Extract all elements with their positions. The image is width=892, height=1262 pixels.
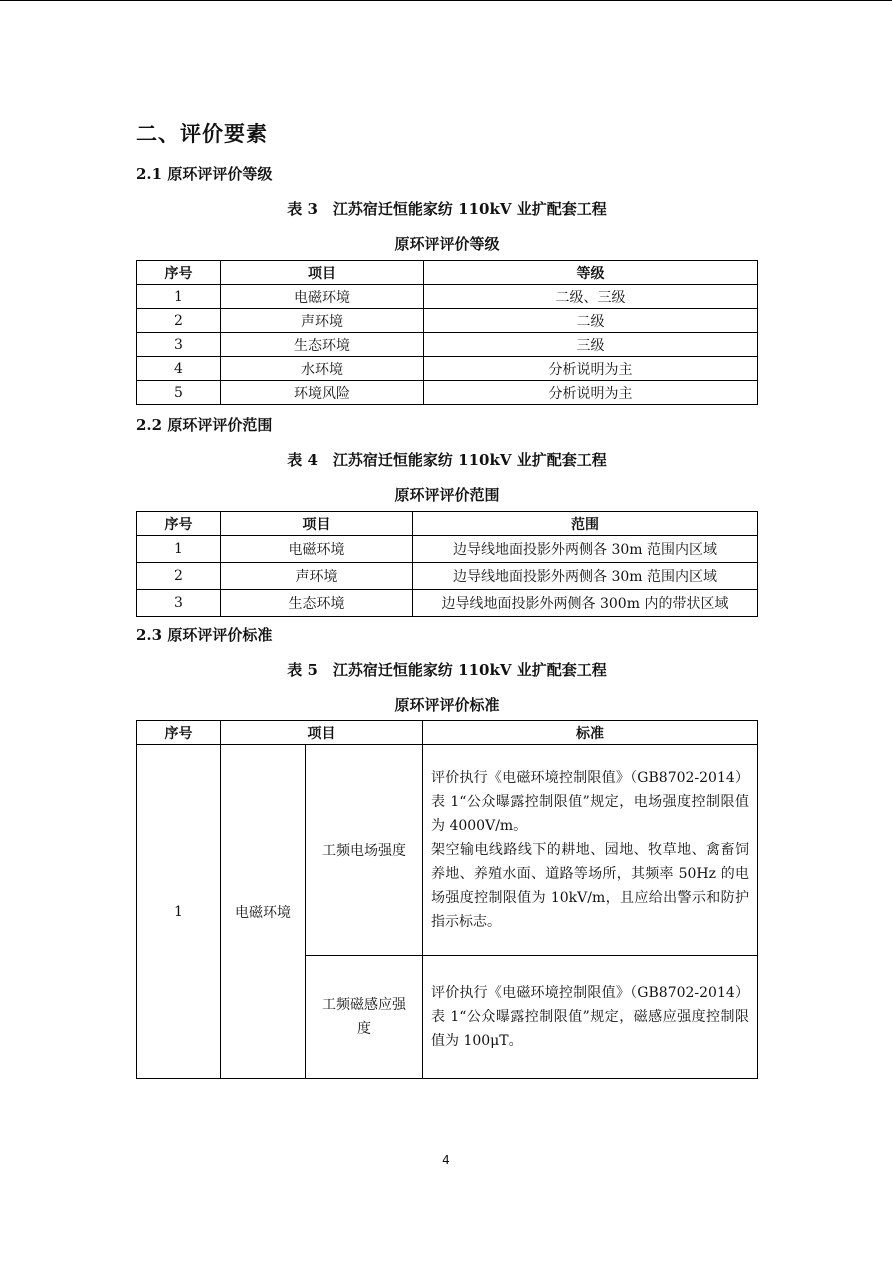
table-header-row [137, 512, 758, 536]
table-row [137, 590, 758, 617]
header-cell: 标准 [423, 721, 758, 745]
grade-cell: 二级 [424, 309, 758, 333]
page-number: 4 [442, 1153, 450, 1167]
row-number: 3 [137, 333, 221, 357]
table-row [137, 381, 758, 405]
standard-text-electric-field [423, 745, 758, 956]
row-number: 2 [137, 563, 221, 590]
header-cell: 项目 [221, 512, 413, 536]
grade-cell: 三级 [424, 333, 758, 357]
top-border-line [0, 0, 892, 1]
table-row [137, 536, 758, 563]
item-cell: 电磁环境 [221, 285, 424, 309]
grade-table [136, 260, 758, 405]
standard-table [136, 720, 758, 1079]
header-cell: 范围 [413, 512, 758, 536]
standard-paragraph: 评价执行《电磁环境控制限值》（GB8702-2014）表 1“公众曝露控制限值”规定，磁感应强度控制限值为 100μT。 [431, 985, 749, 1049]
header-cell: 序号 [137, 721, 221, 745]
item-cell: 生态环境 [221, 590, 413, 617]
header-cell: 项目 [221, 721, 423, 745]
standard-text-magnetic-field [423, 956, 758, 1079]
item-cell: 声环境 [221, 563, 413, 590]
scope-table [136, 511, 758, 617]
header-cell: 等级 [424, 261, 758, 285]
table-5-subcaption: 原环评评价标准 [394, 696, 500, 714]
row-number: 4 [137, 357, 221, 381]
subsection-title-2-1: 2.1 原环评评价等级 [136, 165, 273, 183]
standard-paragraph: 架空输电线路线下的耕地、园地、牧草地、禽畜饲养地、养殖水面、道路等场所，其频率 50Hz 的电场强度控制限值为 10kV/m，且应给出警示和防护指示标志。 [431, 842, 749, 930]
table-3-caption: 表 3 江苏宿迁恒能家纺 110kV 业扩配套工程 [287, 200, 607, 218]
scope-cell: 边导线地面投影外两侧各 30m 范围内区域 [413, 536, 758, 563]
table-4-subcaption: 原环评评价范围 [394, 486, 500, 504]
row-number: 1 [137, 536, 221, 563]
category-cell: 电磁环境 [221, 745, 306, 1079]
table-row [137, 285, 758, 309]
header-cell: 序号 [137, 512, 221, 536]
grade-cell: 二级、三级 [424, 285, 758, 309]
table-3-subcaption: 原环评评价等级 [394, 235, 500, 253]
grade-cell: 分析说明为主 [424, 381, 758, 405]
scope-cell: 边导线地面投影外两侧各 300m 内的带状区域 [413, 590, 758, 617]
table-row [137, 563, 758, 590]
table-row [137, 333, 758, 357]
table-row [137, 745, 758, 956]
item-cell: 电磁环境 [221, 536, 413, 563]
row-number: 1 [137, 745, 221, 1079]
item-cell: 环境风险 [221, 381, 424, 405]
row-number: 1 [137, 285, 221, 309]
item-name-electric-field: 工频电场强度 [306, 745, 423, 956]
table-row [137, 357, 758, 381]
table-row [137, 309, 758, 333]
grade-cell: 分析说明为主 [424, 357, 758, 381]
row-number: 2 [137, 309, 221, 333]
item-cell: 水环境 [221, 357, 424, 381]
header-cell: 项目 [221, 261, 424, 285]
item-name-magnetic-field: 工频磁感应强度 [306, 956, 423, 1079]
table-header-row [137, 721, 758, 745]
table-5-caption: 表 5 江苏宿迁恒能家纺 110kV 业扩配套工程 [287, 661, 607, 679]
scope-cell: 边导线地面投影外两侧各 30m 范围内区域 [413, 563, 758, 590]
row-number: 3 [137, 590, 221, 617]
subsection-title-2-3: 2.3 原环评评价标准 [136, 626, 273, 644]
item-cell: 生态环境 [221, 333, 424, 357]
table-header-row [137, 261, 758, 285]
item-cell: 声环境 [221, 309, 424, 333]
row-number: 5 [137, 381, 221, 405]
header-cell: 序号 [137, 261, 221, 285]
standard-paragraph: 评价执行《电磁环境控制限值》（GB8702-2014）表 1“公众曝露控制限值”规定，电场强度控制限值为 4000V/m。 [431, 770, 749, 834]
subsection-title-2-2: 2.2 原环评评价范围 [136, 416, 273, 434]
section-heading: 二、评价要素 [136, 121, 268, 146]
table-4-caption: 表 4 江苏宿迁恒能家纺 110kV 业扩配套工程 [287, 451, 607, 469]
